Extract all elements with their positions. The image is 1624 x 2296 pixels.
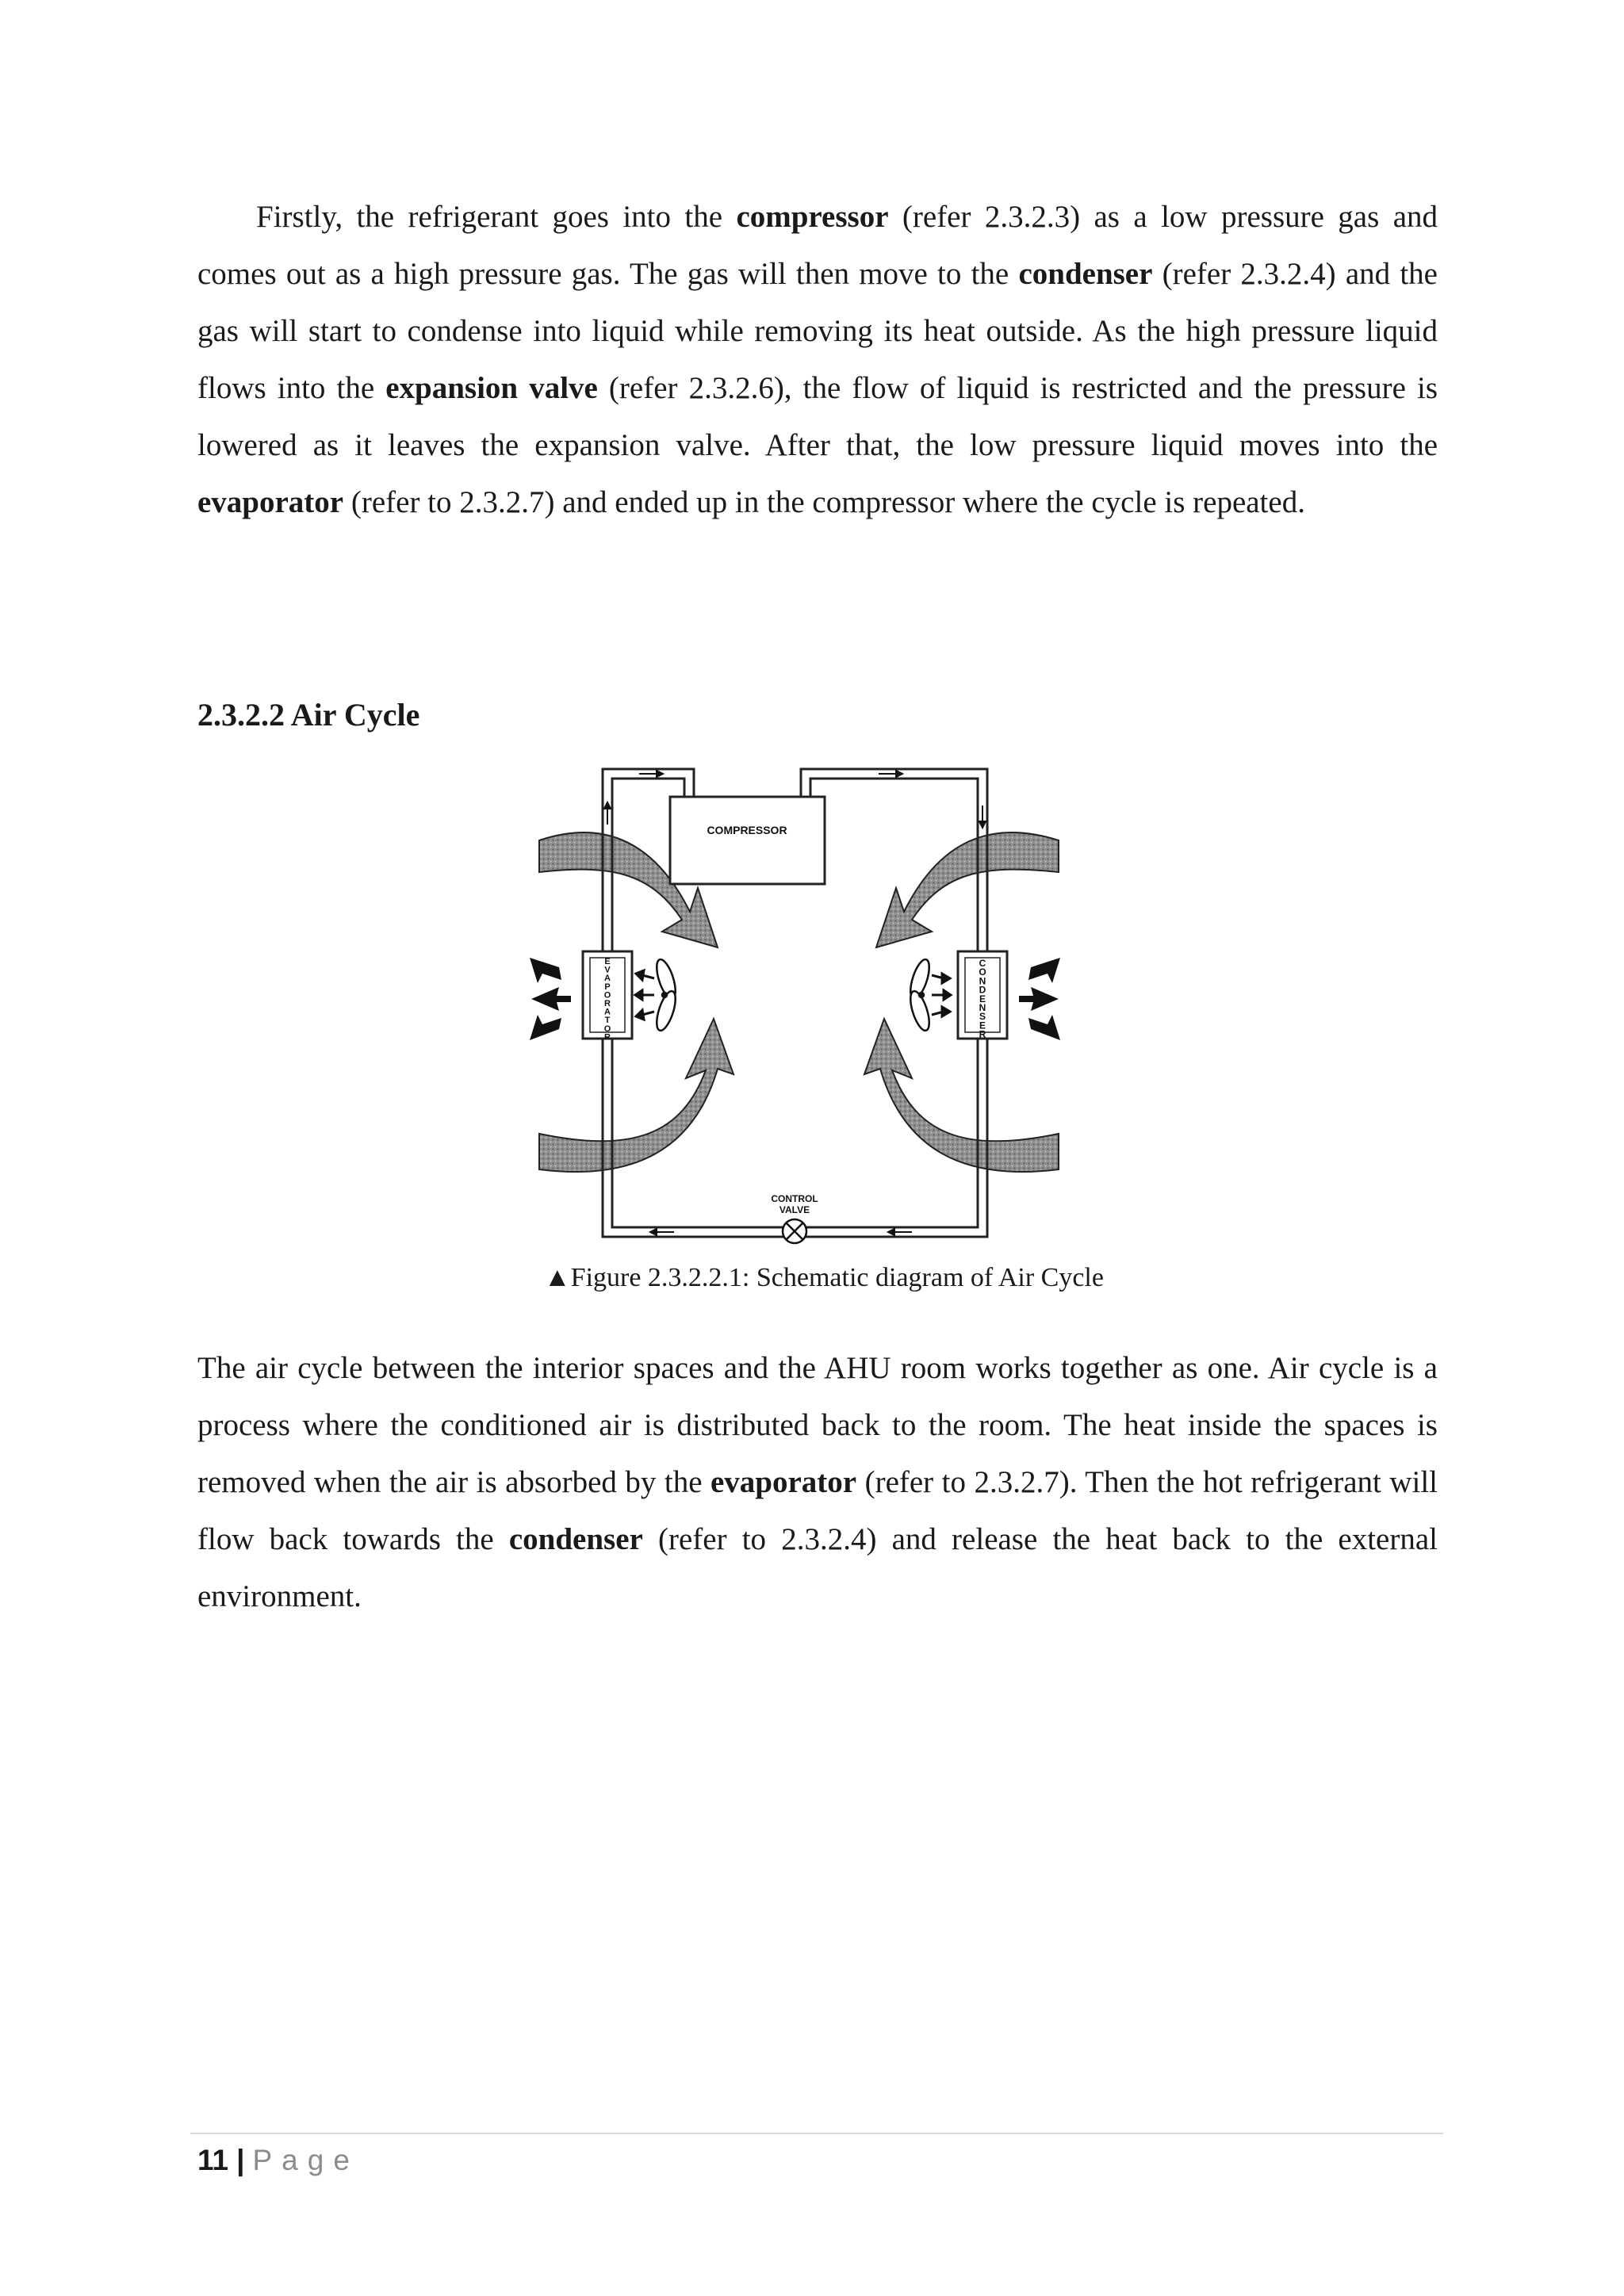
text-run: Firstly, the refrigerant goes into the xyxy=(256,200,737,234)
bold-term: evaporator xyxy=(197,485,344,519)
compressor xyxy=(670,797,825,884)
bold-term: condenser xyxy=(508,1522,643,1556)
control-valve-label-2: VALVE xyxy=(779,1204,810,1215)
evaporator-label: E V A P O R A T O R xyxy=(603,957,611,1043)
paragraph-air-cycle xyxy=(197,1340,1438,1625)
condenser-label: C O N D E N S E R xyxy=(979,958,986,1040)
text-run: (refer 2.3.2.3) as a low pressure gas and comes out as a high pressure gas. The gas will then move to the xyxy=(197,200,1438,291)
air-cycle-diagram xyxy=(523,753,1078,1245)
text-run: (refer to 2.3.2.7). Then the hot refrigerant will flow back towards the xyxy=(197,1465,1438,1556)
evaporator-fan-icon xyxy=(653,957,679,1032)
section-heading: 2.3.2.2 Air Cycle xyxy=(197,697,420,733)
bold-term: condenser xyxy=(1018,257,1153,291)
bold-term: expansion valve xyxy=(385,371,598,405)
bold-term: compressor xyxy=(736,200,889,234)
text-run: (refer to 2.3.2.4) and release the heat back to the external environment. xyxy=(197,1522,1438,1613)
footer-divider xyxy=(190,2133,1443,2134)
condenser xyxy=(958,951,1007,1040)
footer-separator: | xyxy=(236,2144,245,2176)
page-label: Page xyxy=(252,2144,359,2176)
control-valve-label-1: CONTROL xyxy=(771,1193,818,1204)
exhaust-arrows-right xyxy=(1019,958,1060,1040)
condenser-small-arrows xyxy=(932,974,951,1016)
figure-caption: ▲Figure 2.3.2.2.1: Schematic diagram of Air Cycle xyxy=(544,1263,1104,1292)
text-run: (refer to 2.3.2.7) and ended up in the compressor where the cycle is repeated. xyxy=(343,485,1305,519)
text-run: The air cycle between the interior spaces and the AHU room works together as one. Air cycle is a process where the conditioned air is distributed back to the room. The heat inside the spaces is removed when the air is absorbed by the xyxy=(197,1351,1438,1499)
compressor-label: COMPRESSOR xyxy=(707,824,787,836)
paragraph-refrigerant-cycle xyxy=(197,189,1438,531)
text-run: (refer 2.3.2.4) and the gas will start to condense into liquid while removing its heat outside. As the high pressure liquid flows into the xyxy=(197,257,1438,405)
bold-term: evaporator xyxy=(710,1465,857,1499)
evaporator-small-arrows xyxy=(635,970,654,1020)
text-run: (refer 2.3.2.6), the flow of liquid is restricted and the pressure is lowered as it leaves the expansion valve. After that, the low pressure liquid moves into the xyxy=(197,371,1438,462)
evaporator xyxy=(583,951,632,1042)
exhaust-arrows-left xyxy=(530,958,571,1040)
condenser-fan-icon xyxy=(906,957,933,1032)
page-footer xyxy=(197,2139,359,2182)
page-number: 11 xyxy=(197,2144,229,2176)
